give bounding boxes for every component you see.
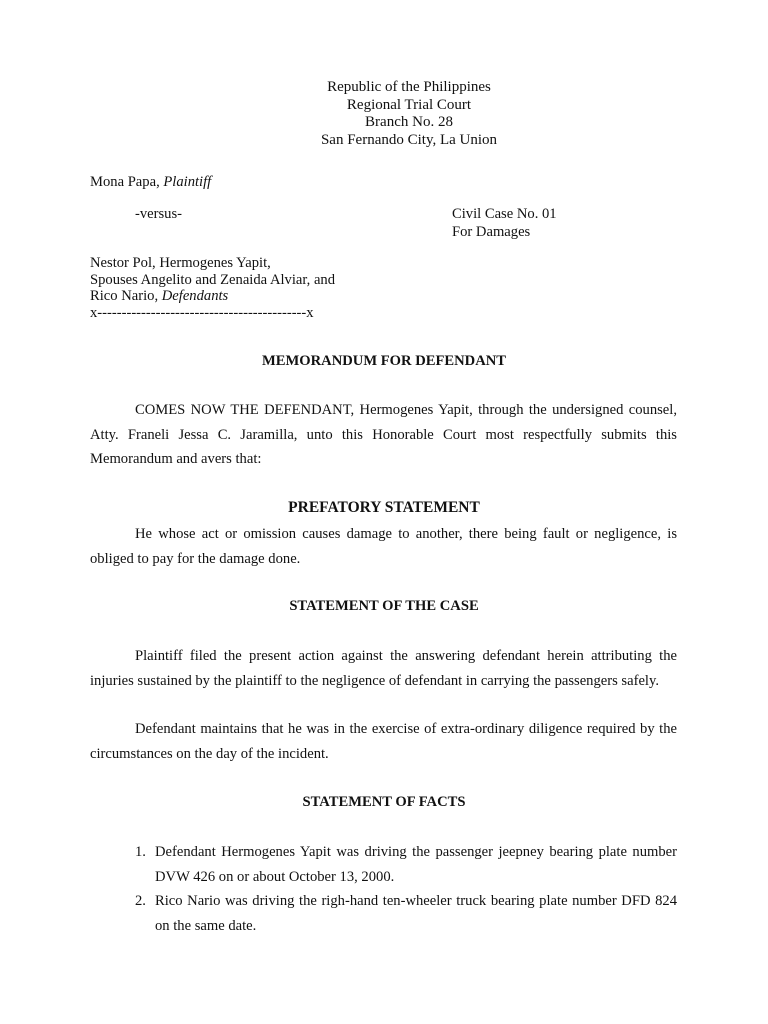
facts-list xyxy=(135,840,677,938)
defendants-line-1: Nestor Pol, Hermogenes Yapit, xyxy=(90,255,271,271)
case-info xyxy=(452,206,557,241)
header-court: Regional Trial Court xyxy=(346,96,472,113)
case-statement-paragraph-1 xyxy=(90,644,677,693)
list-item-text: Rico Nario was driving the righ-hand ten-wheeler truck bearing plate number DFD 824 on the same date. xyxy=(155,893,677,934)
intro-text: COMES NOW THE DEFENDANT, Hermogenes Yapit, through the undersigned counsel, Atty. Franeli Jessa C. Jaramilla, unto this Honorable Court most respectfully submits this Memorandum and avers that: xyxy=(90,402,677,467)
header-city: San Fernando City, La Union xyxy=(320,131,498,148)
list-item-number: 2. xyxy=(135,893,146,909)
versus-label: -versus- xyxy=(135,206,183,222)
defendants-role: Defendants xyxy=(161,288,229,305)
list-item xyxy=(135,840,677,889)
prefatory-paragraph xyxy=(90,522,677,571)
court-header xyxy=(0,79,768,149)
plaintiff-line xyxy=(90,174,211,191)
defendants-line-2: Spouses Angelito and Zenaida Alviar, and xyxy=(90,271,336,288)
list-item xyxy=(135,889,677,938)
list-item-text: Defendant Hermogenes Yapit was driving the passenger jeepney bearing plate number DVW 426 on or about October 13, 2000. xyxy=(155,844,677,885)
document-title: MEMORANDUM FOR DEFENDANT xyxy=(261,353,507,369)
defendants-block xyxy=(90,255,335,321)
caption-separator: x-------------------------------------------x xyxy=(90,304,314,321)
case-statement-paragraph-2 xyxy=(90,717,677,766)
header-republic: Republic of the Philippines xyxy=(327,79,491,95)
intro-paragraph xyxy=(90,398,677,472)
case-statement-text-1: Plaintiff filed the present action against the answering defendant herein attributing the injuries sustained by the plaintiff to the negligence of defendant in carrying the passengers safely. xyxy=(90,648,677,689)
prefatory-heading: PREFATORY STATEMENT xyxy=(288,499,480,516)
plaintiff-role: Plaintiff xyxy=(163,174,212,190)
case-statement-text-2: Defendant maintains that he was in the exercise of extra-ordinary diligence required by the circumstances on the day of the incident. xyxy=(90,721,677,762)
prefatory-text: He whose act or omission causes damage to another, there being fault or negligence, is obliged to pay for the damage done. xyxy=(90,526,677,567)
case-number: Civil Case No. 01 xyxy=(452,206,557,222)
case-type: For Damages xyxy=(452,223,531,240)
header-branch: Branch No. 28 xyxy=(365,114,453,130)
plaintiff-name: Mona Papa, xyxy=(90,174,164,190)
defendants-line-3: Rico Nario, xyxy=(90,288,162,305)
case-statement-heading: STATEMENT OF THE CASE xyxy=(289,598,479,614)
facts-heading: STATEMENT OF FACTS xyxy=(302,794,466,810)
list-item-number: 1. xyxy=(135,844,146,860)
